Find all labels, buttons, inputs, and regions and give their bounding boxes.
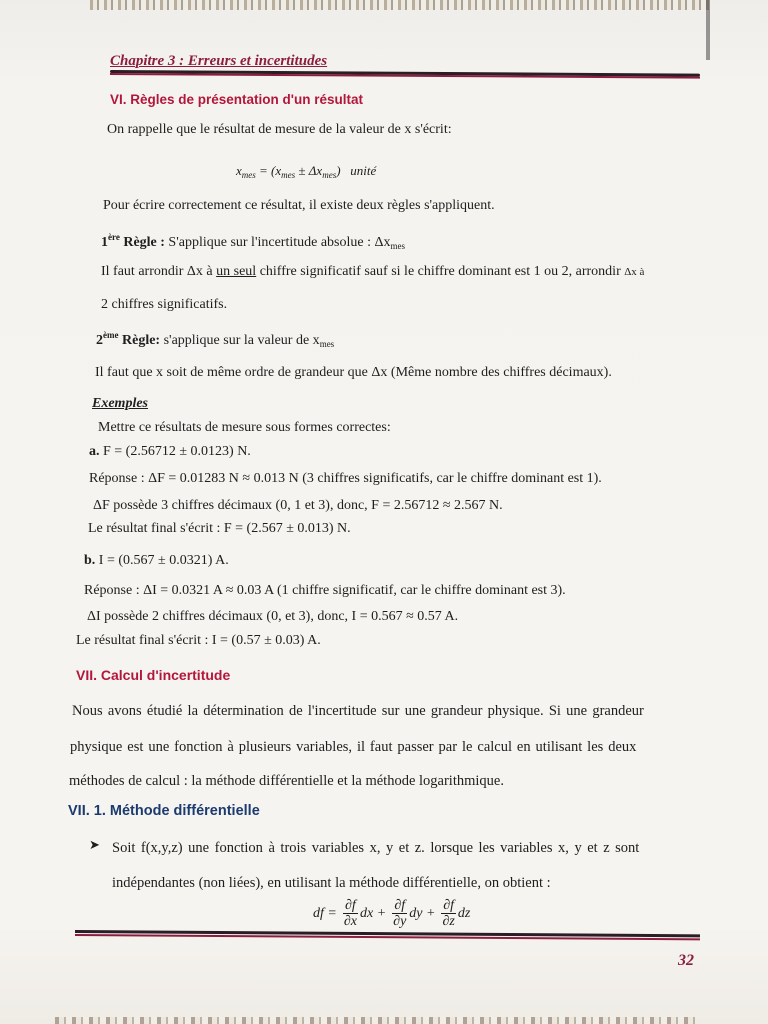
formula-pm: ± Δx bbox=[295, 163, 323, 178]
fraction-x: $\frac{\partial f}{\partial x}$ bbox=[343, 898, 357, 929]
rules-intro: Pour écrire correctement ce résultat, il existe deux règles s'appliquent. bbox=[103, 198, 495, 213]
example-a-label: a. bbox=[89, 444, 100, 459]
formula-df: df = bbox=[313, 906, 337, 922]
rule-1-sup: ère bbox=[108, 232, 120, 242]
example-a-answer: Réponse : ΔF = 0.01283 N ≈ 0.013 N (3 chiffres significatifs, car le chiffre dominant est 1). bbox=[89, 471, 602, 486]
example-b-answer: Réponse : ΔI = 0.0321 A ≈ 0.03 A (1 chiffre significatif, car le chiffre dominant est 3). bbox=[84, 583, 566, 598]
section-7-para-line-1: Nous avons étudié la détermination de l'incertitude sur une grandeur physique. Si une grandeur bbox=[72, 703, 644, 719]
scan-edge-bottom bbox=[55, 1017, 695, 1024]
formula-mid-sub: mes bbox=[281, 170, 296, 180]
page-number: 32 bbox=[678, 952, 694, 969]
underlined-text: un seul bbox=[216, 264, 257, 279]
section-6-title: VI. Règles de présentation d'un résultat bbox=[110, 92, 364, 107]
rule-2-sup: ème bbox=[103, 330, 119, 340]
example-b-statement: b. I = (0.567 ± 0.0321) A. bbox=[84, 553, 229, 568]
rule-1-line-1: Il faut arrondir Δx à un seul chiffre significatif sauf si le chiffre dominant est 1 ou 2, arrondir Δx à bbox=[101, 264, 645, 279]
formula-open: = (x bbox=[255, 163, 282, 178]
scan-edge-right bbox=[706, 0, 710, 60]
rule-1-num: 1 bbox=[101, 235, 108, 250]
examples-intro: Mettre ce résultats de mesure sous formes correctes: bbox=[98, 420, 391, 435]
scan-edge-top bbox=[90, 0, 710, 10]
example-b-decimals: ΔI possède 2 chiffres décimaux (0, et 3), donc, I = 0.567 ≈ 0.57 A. bbox=[87, 609, 459, 624]
rule-1-label: Règle : bbox=[119, 235, 165, 250]
rule-2-sub: mes bbox=[319, 339, 335, 349]
examples-title: Exemples bbox=[92, 396, 148, 411]
example-a-decimals: ΔF possède 3 chiffres décimaux (0, 1 et 3), donc, F = 2.56712 ≈ 2.567 N. bbox=[93, 498, 503, 513]
bullet-arrow-icon: ➤ bbox=[89, 838, 100, 853]
rule-2-heading bbox=[96, 330, 334, 349]
fraction-z: $\frac{\partial f}{\partial z}$ bbox=[442, 898, 455, 929]
result-formula bbox=[236, 163, 376, 180]
formula-close: ) bbox=[336, 163, 341, 178]
example-a-final: Le résultat final s'écrit : F = (2.567 ± 0.013) N. bbox=[88, 521, 351, 536]
rule-1-text: S'applique sur l'incertitude absolue : Δx bbox=[164, 235, 391, 250]
rule-1-line-2: 2 chiffres significatifs. bbox=[101, 297, 228, 312]
formula-delta-sub: mes bbox=[322, 170, 337, 180]
section-7-title: VII. Calcul d'incertitude bbox=[76, 667, 231, 683]
formula-lhs-sub: mes bbox=[241, 170, 256, 180]
bullet-line-1: Soit f(x,y,z) une fonction à trois variables x, y et z. lorsque les variables x, y et z sont bbox=[112, 840, 640, 856]
rule-2-line: Il faut que x soit de même ordre de grandeur que Δx (Même nombre des chiffres décimaux). bbox=[95, 365, 612, 380]
fraction-y: $\frac{\partial f}{\partial y}$ bbox=[393, 898, 407, 929]
formula-unit: unité bbox=[350, 163, 377, 178]
example-b-label: b. bbox=[84, 553, 96, 568]
rule-2-label: Règle: bbox=[118, 333, 161, 348]
example-a-statement: a. F = (2.56712 ± 0.0123) N. bbox=[89, 444, 251, 459]
section-7-para-line-2: physique est une fonction à plusieurs variables, il faut passer par le calcul en utilisant les deux bbox=[70, 739, 637, 755]
rule-1-sub: mes bbox=[390, 241, 405, 251]
differential-formula: df = $\frac{\partial f}{\partial x}$ dx + $\frac{\partial f}{\partial y}$ dy + $\frac{\partial f}{\partial z}$ dz bbox=[313, 898, 471, 929]
example-b-final: Le résultat final s'écrit : I = (0.57 ± 0.03) A. bbox=[76, 633, 321, 648]
bullet-line-2: indépendantes (non liées), en utilisant la méthode différentielle, on obtient : bbox=[112, 875, 551, 891]
rule-2-num: 2 bbox=[96, 333, 103, 348]
chapter-title: Chapitre 3 : Erreurs et incertitudes bbox=[110, 53, 328, 69]
formula-lhs: x bbox=[236, 163, 242, 178]
section-6-intro: On rappelle que le résultat de mesure de la valeur de x s'écrit: bbox=[107, 122, 452, 137]
rule-2-text: s'applique sur la valeur de x bbox=[160, 333, 320, 348]
subsection-7-1-title: VII. 1. Méthode différentielle bbox=[68, 803, 260, 819]
section-7-para-line-3: méthodes de calcul : la méthode différentielle et la méthode logarithmique. bbox=[69, 773, 504, 789]
rule-1-heading bbox=[101, 232, 405, 251]
